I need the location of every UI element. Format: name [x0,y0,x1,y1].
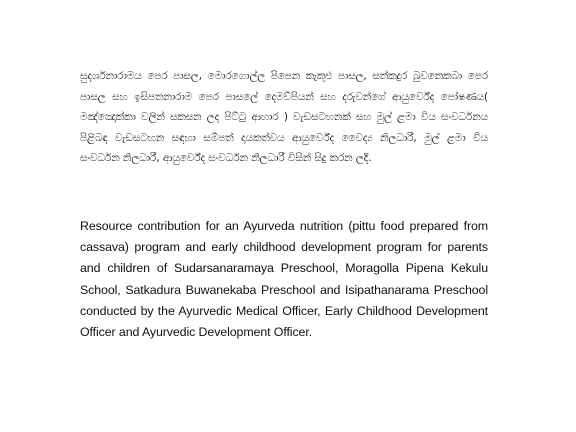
english-paragraph: Resource contribution for an Ayurveda nutrition (pittu food prepared from cassava) program and early childhood development program for parents and children of Sudarsanaramaya Preschool, Moragolla Pipena Kekulu School, Satkadura Buwanekaba Preschool and Isipathanarama Preschool conducted by the Ayurvedic Medical Officer, Early Childhood Development Officer and Ayurvedic Development Officer. [80,219,488,340]
sinhala-paragraph: සුදර්ශනාරාමය පෙර පාසල, මොරගොල්ල පිපෙන කැකුළු පාසල, සත්කදුර බුවනෙකබා පෙර පාසල සහ ඉසිපතනාරාම පෙර පාසලේ දෙමව්පියන් සහ දරුවන්ගේ ආයුර්වේද පෝෂණය( මඤ්ඤොක්කා වලින් සකසන ලද පිට්ටු ආහාර ) වැඩසටහනක් සහ මුල් ළමා විය සංවර්ධනය පිළිබඳ වැඩසටහන සඳහා සම්පත් දායකත්වය ආයුර්වේද වෛද්‍ය නිලධාරී, මුල් ළමා විය සංවර්ධන නිලධාරී, ආයුර්වේද සංවර්ධන නිලධාරී විසින් සිදු කරන ලදී. [80,70,488,165]
